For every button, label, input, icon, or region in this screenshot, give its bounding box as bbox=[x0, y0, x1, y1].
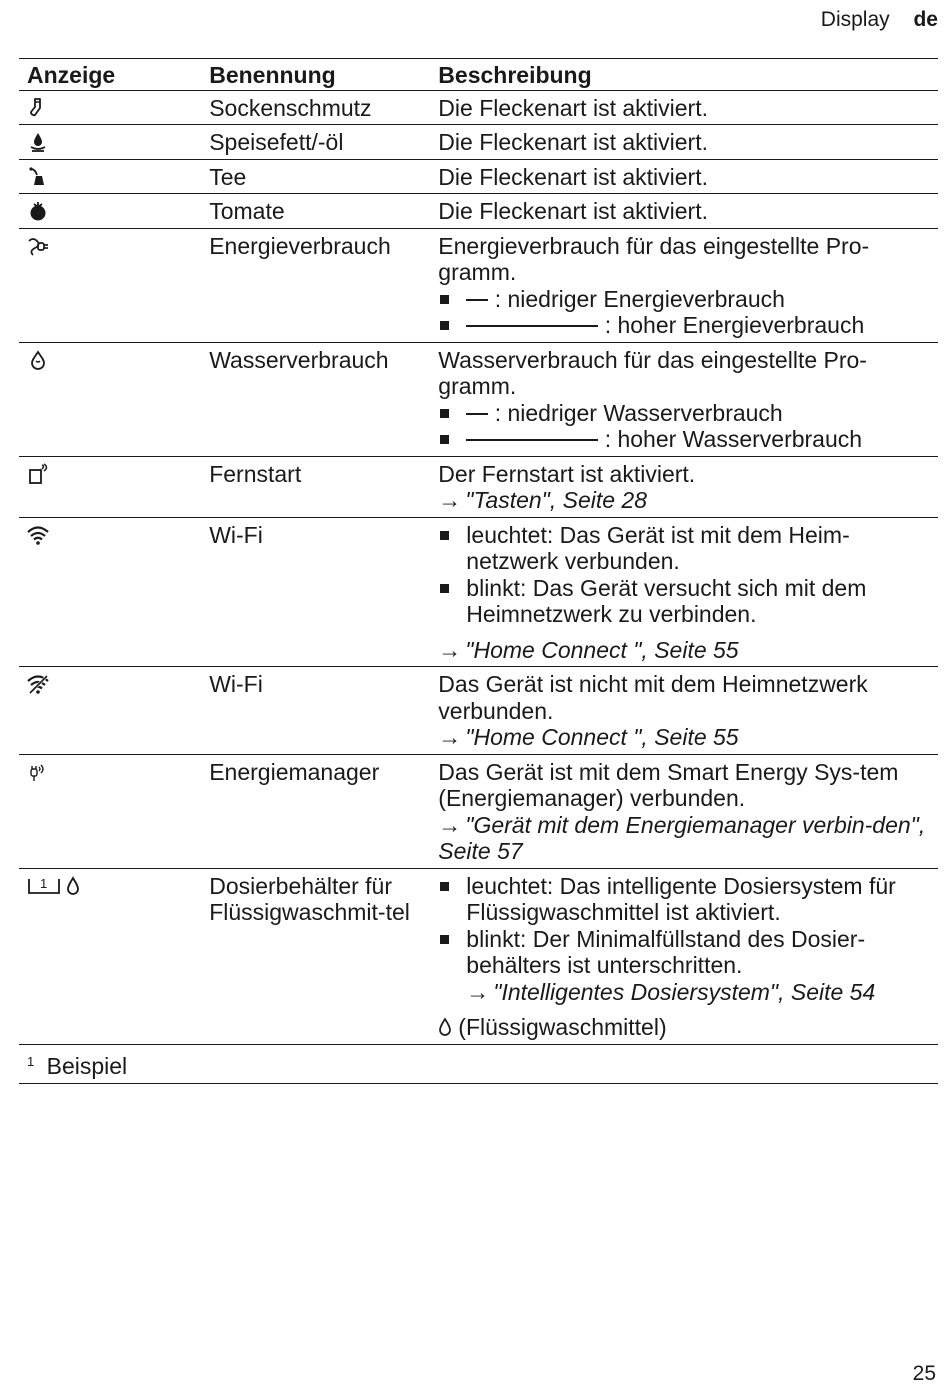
bullet-text: : hoher Wasserverbrauch bbox=[604, 426, 863, 452]
page-header bbox=[821, 8, 938, 32]
row-desc: Wasserverbrauch für das eingestellte Pro-gramm. bbox=[438, 346, 867, 399]
table-row bbox=[19, 125, 938, 160]
level-high-bar bbox=[466, 325, 598, 327]
page-reference: → "Tasten", Seite 28 bbox=[438, 487, 648, 513]
reference-text: "Home Connect ", Seite 55 bbox=[465, 724, 739, 750]
header-benennung: Benennung bbox=[209, 59, 438, 91]
note-text: (Flüssigwaschmittel) bbox=[458, 1014, 667, 1040]
bullet-text: : niedriger Energieverbrauch bbox=[494, 285, 785, 312]
table-header-row bbox=[19, 59, 938, 91]
teabag-icon bbox=[27, 166, 49, 188]
row-name: Wi-Fi bbox=[209, 521, 263, 548]
bullet-list bbox=[438, 873, 938, 1006]
row-name: Energiemanager bbox=[209, 758, 380, 785]
table-row bbox=[19, 90, 938, 125]
language-code: de bbox=[913, 8, 938, 31]
list-item: leuchtet: Das intelligente Dosiersystem für Flüssigwaschmittel ist aktiviert. bbox=[438, 873, 938, 926]
bullet-list bbox=[438, 400, 938, 453]
wifi-icon bbox=[27, 524, 49, 546]
table-row bbox=[19, 456, 938, 517]
reference-text: "Tasten", Seite 28 bbox=[465, 487, 648, 513]
row-name: Dosierbehälter für Flüssigwaschmit-tel bbox=[209, 872, 410, 925]
list-item bbox=[438, 426, 938, 453]
list-item: leuchtet: Das Gerät ist mit dem Heim-netzwerk verbunden. bbox=[438, 522, 938, 575]
sock-icon bbox=[27, 97, 49, 119]
row-name: Fernstart bbox=[209, 460, 302, 487]
table-row bbox=[19, 517, 938, 667]
table-row bbox=[19, 228, 938, 342]
row-name: Wasserverbrauch bbox=[209, 346, 389, 373]
list-item bbox=[438, 400, 938, 427]
page-reference: → "Intelligentes Dosiersystem", Seite 54 bbox=[466, 978, 876, 1005]
list-item bbox=[438, 926, 938, 1006]
row-name: Tee bbox=[209, 163, 247, 190]
header-anzeige: Anzeige bbox=[19, 59, 209, 91]
footnote-row bbox=[19, 1044, 938, 1083]
dosing-container-icon bbox=[27, 875, 87, 897]
page-reference: → "Home Connect ", Seite 55 bbox=[438, 724, 739, 750]
display-symbols-table bbox=[19, 58, 938, 1084]
table-row bbox=[19, 754, 938, 868]
list-item: blinkt: Das Gerät versucht sich mit dem Heimnetzwerk zu verbinden. bbox=[438, 575, 938, 628]
row-name: Wi-Fi bbox=[209, 671, 263, 697]
table-row bbox=[19, 194, 938, 229]
bullet-text: blinkt: Der Minimalfüllstand des Dosier-behälters ist unterschritten. bbox=[466, 925, 866, 978]
level-high-bar bbox=[466, 439, 598, 441]
list-item bbox=[438, 286, 938, 313]
row-desc: Die Fleckenart ist aktiviert. bbox=[438, 129, 708, 155]
remote-start-icon bbox=[27, 463, 49, 485]
level-low-bar bbox=[466, 413, 488, 415]
row-desc: Der Fernstart ist aktiviert. bbox=[438, 460, 696, 487]
tomato-icon bbox=[27, 200, 49, 222]
table-row bbox=[19, 868, 938, 1044]
row-name: Sockenschmutz bbox=[209, 94, 372, 121]
reference-text: "Home Connect ", Seite 55 bbox=[465, 636, 739, 663]
row-name: Energieverbrauch bbox=[209, 232, 391, 259]
bullet-list bbox=[438, 522, 938, 628]
table-row bbox=[19, 159, 938, 194]
water-drop-icon bbox=[27, 349, 49, 371]
page-number: 25 bbox=[912, 1362, 936, 1385]
reference-text: "Gerät mit dem Energiemanager verbin-den", Seite 57 bbox=[438, 811, 926, 864]
row-desc: Die Fleckenart ist aktiviert. bbox=[438, 198, 708, 224]
section-title: Display bbox=[820, 8, 890, 31]
row-name: Speisefett/-öl bbox=[209, 129, 344, 155]
liquid-detergent-note bbox=[438, 1014, 938, 1041]
oil-drop-icon bbox=[27, 131, 49, 153]
energy-manager-icon bbox=[27, 761, 49, 783]
wifi-off-icon bbox=[27, 673, 49, 695]
row-desc: Das Gerät ist nicht mit dem Heimnetzwerk verbunden. bbox=[438, 671, 868, 724]
bullet-list bbox=[438, 286, 938, 339]
footnote-text: Beispiel bbox=[46, 1053, 128, 1080]
level-low-bar bbox=[466, 299, 488, 301]
footnote-mark: 1 bbox=[27, 1053, 35, 1069]
row-desc: Die Fleckenart ist aktiviert. bbox=[438, 163, 708, 190]
page-reference: → "Home Connect ", Seite 55 bbox=[438, 636, 739, 663]
table-row bbox=[19, 667, 938, 755]
row-desc: Energieverbrauch für das eingestellte Pro-gramm. bbox=[438, 232, 870, 285]
table-row bbox=[19, 342, 938, 456]
list-item bbox=[438, 312, 938, 339]
row-name: Tomate bbox=[209, 198, 285, 224]
row-desc: Die Fleckenart ist aktiviert. bbox=[438, 94, 708, 121]
row-desc: Das Gerät ist mit dem Smart Energy Sys-tem (Energiemanager) verbunden. bbox=[438, 758, 899, 811]
page-reference: → "Gerät mit dem Energiemanager verbin-den", Seite 57 bbox=[438, 811, 926, 864]
bullet-text: : niedriger Wasserverbrauch bbox=[494, 399, 783, 426]
energy-plug-icon bbox=[27, 235, 49, 257]
header-beschreibung: Beschreibung bbox=[438, 59, 938, 91]
bullet-text: : hoher Energieverbrauch bbox=[604, 312, 865, 338]
svg-text:1: 1 bbox=[40, 875, 48, 891]
reference-text: "Intelligentes Dosiersystem", Seite 54 bbox=[493, 978, 876, 1005]
liquid-drop-icon bbox=[438, 1016, 452, 1036]
